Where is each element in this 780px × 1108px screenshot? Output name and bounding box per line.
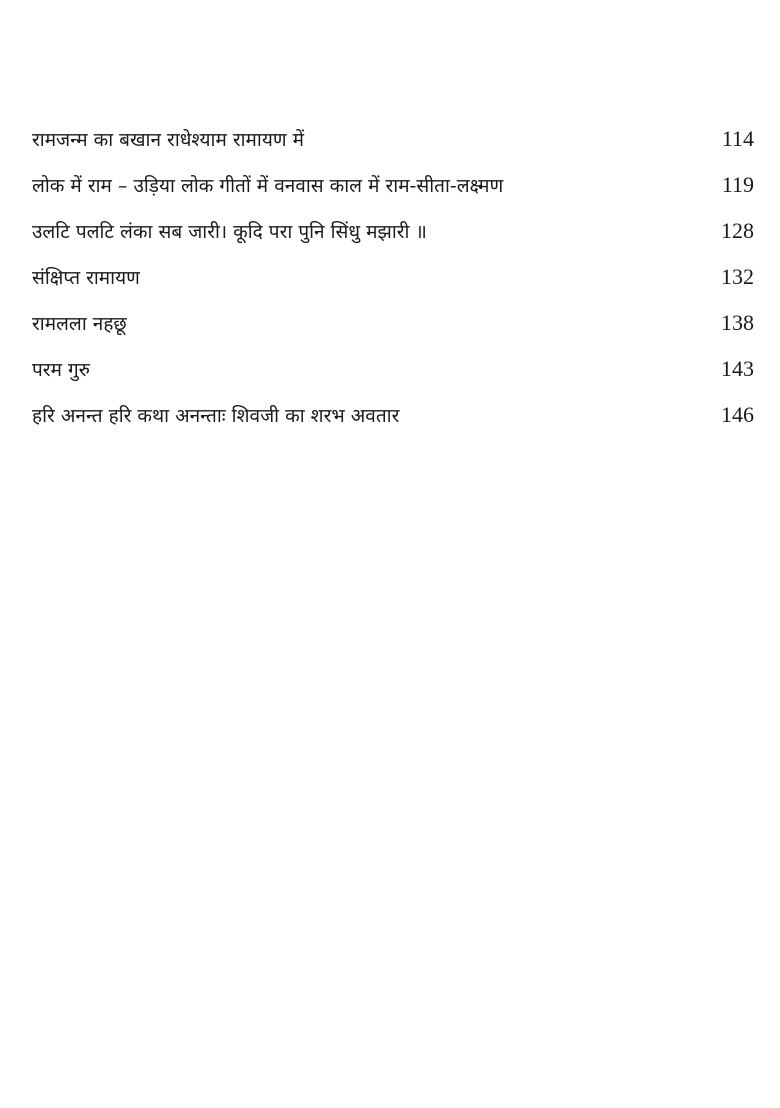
toc-entry[interactable] <box>32 162 754 208</box>
toc-entry[interactable] <box>32 346 754 392</box>
entry-title: हरि अनन्त हरि कथा अनन्ताः शिवजी का शरभ अवतार <box>32 405 400 427</box>
entry-title: परम गुरु <box>32 359 91 381</box>
entry-page-number: 138 <box>721 310 754 335</box>
toc-entry[interactable] <box>32 116 754 162</box>
toc-entry[interactable] <box>32 208 754 254</box>
entry-title: रामलला नहछू <box>32 313 127 335</box>
toc-entry[interactable] <box>32 254 754 300</box>
entry-page-number: 119 <box>721 172 754 197</box>
entry-title: रामजन्म का बखान राधेश्याम रामायण में <box>32 129 304 151</box>
entry-page-number: 132 <box>721 264 754 289</box>
entry-page-number: 114 <box>721 126 754 151</box>
entry-page-number: 146 <box>721 402 754 427</box>
entry-page-number: 143 <box>721 356 754 381</box>
toc-entry[interactable] <box>32 300 754 346</box>
table-of-contents <box>32 116 754 438</box>
entry-page-number: 128 <box>721 218 754 243</box>
toc-entry[interactable] <box>32 392 754 438</box>
entry-title: उलटि पलटि लंका सब जारी। कूदि परा पुनि सिंधु मझारी ॥ <box>32 221 427 243</box>
entry-title: संक्षिप्त रामायण <box>32 267 140 289</box>
entry-title: लोक में राम – उड़िया लोक गीतों में वनवास काल में राम-सीता-लक्ष्मण <box>32 175 504 197</box>
